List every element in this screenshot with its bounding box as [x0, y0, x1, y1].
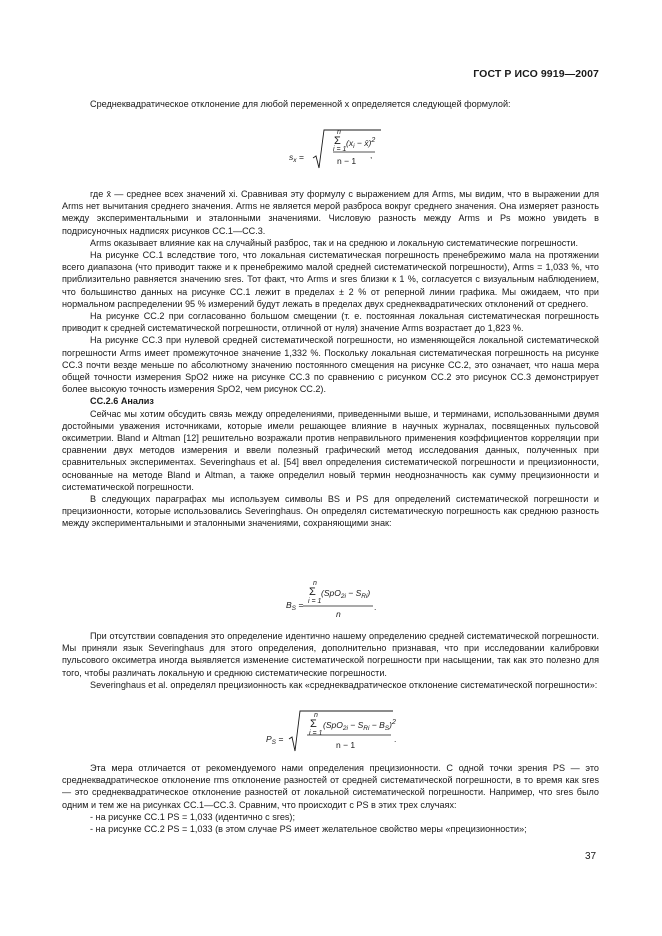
formula2-period: . — [374, 602, 377, 612]
formula3-denominator: n − 1 — [336, 740, 356, 750]
para-sev: Severinghaus et al. определял прецизионность как «среднеквадратическое отклонение систематической погрешности»: — [90, 679, 598, 690]
standard-header: ГОСТ Р ИСО 9919—2007 — [473, 68, 599, 80]
formula3-term: $(SpO_{2i} - S_{Ri} - B_S)^2$ — [323, 719, 396, 732]
body-block-2 — [62, 630, 599, 691]
para-where: где x̄ — среднее всех значений xi. Сравнивая эту формулу с выражением для Arms, мы видим, что в выражении для Arms нет вычитания среднего значения. Arms не является мерой разброса вокруг среднего значения. Она измеряет разность между экспериментальными и эталонными значениями. Числовую разность между Arms и Ps можно увидеть в подрисуночных надписях рисунков СС.1—СС.3. — [62, 189, 599, 236]
list-item-cc1: - на рисунке СС.1 PS = 1,033 (идентично с sres); — [90, 811, 295, 822]
formula1-denominator: n − 1 — [337, 156, 357, 166]
para-cc2: На рисунке СС.2 при согласованно большом смещении (т. е. постоянная локальная систематическая погрешность приводит к средней систематической погрешности, отличной от нуля) значение Arms возрастает до 1,823 %. — [62, 311, 599, 334]
formula1-radical — [313, 128, 383, 174]
formula2-term: $(SpO_{2i} - S_{Ri})$ — [321, 588, 371, 600]
formula3-period: . — [394, 734, 397, 744]
para-analysis: Сейчас мы хотим обсудить связь между определениями, приведенными выше, и терминами, использованными двумя достойными уважения источниками, которые имели решающее влияние в научных журналах, посвященных пульсовой оксиметрии. Bland и Altman [12] решительно возражали против неправильного применения коэффициентов корреляции при сравнении двух методов измерения и ввели полезный графический метод исследования данных, полученных при сравнительных экспериментах. Severinghaus et al. [54] ввел определения систематической погрешности и прецизионности, основанные на методе Bland и Altman, а также определил новый термин неоднозначность как сумму прецизионности и систематической погрешности. — [62, 408, 599, 492]
formula2-sigma: Σ — [309, 586, 316, 598]
list-item-cc2: - на рисунке СС.2 PS = 1,033 (в этом случае PS имеет желательное свойство меры «прецизионности»; — [90, 824, 527, 835]
formula2-denominator: n — [336, 609, 341, 619]
formula2-fraction-line — [303, 605, 383, 609]
para-arms: Arms оказывает влияние как на случайный разброс, так и на среднюю и локальную систематические погрешности. — [90, 237, 579, 248]
formula1-sum-top: n — [337, 129, 341, 136]
formula3-lhs: $P_S$ = — [266, 734, 284, 746]
para-cc1: На рисунке СС.1 вследствие того, что локальная систематическая погрешность пренебрежимо мала на протяжении всего диапазона (что приводит также и к пренебрежимо малой средней систематической погрешности), Arms = 1,033 %, что приблизительно равняется значению sres. Тот факт, что Arms и sres близки к 1 %, согласуется с визуальным наблюдением, что большинство данных на рисунке СС.1 лежит в пределах ± 2 % от реперной линии графика. Мы ожидаем, что при нормальном распределении 95 % измерений будут лежать в пределах двух среднеквадратических отклонений от среднего. — [62, 250, 599, 309]
intro-paragraph — [62, 98, 599, 110]
body-block-1 — [62, 188, 599, 530]
section-heading: СС.2.6 Анализ — [90, 396, 154, 407]
formula1-sigma: Σ — [334, 135, 341, 147]
body-block-3 — [62, 762, 599, 835]
formula3-sigma: Σ — [310, 718, 317, 730]
page-number: 37 — [585, 851, 597, 862]
formula3-sum-top: n — [314, 712, 318, 719]
para-absent: При отсутствии совпадения это определение идентично нашему определению средней систематической погрешности. Мы приняли язык Severinghaus для этого определения, дополнительно признавая, что при исследовании калибровки пульсового оксиметра иногда выявляется изменение систематической погрешности при насыщении, так как это полезно для того, чтобы различать локальную и среднюю систематические погрешности. — [62, 631, 599, 678]
formula3-sum-bottom: i = 1 — [309, 730, 323, 737]
formula2-sum-top: n — [313, 580, 317, 587]
formula2-sum-bottom: i = 1 — [308, 598, 322, 605]
para-measure: Эта мера отличается от рекомендуемого нами определения прецизионности. С одной точки зрения PS — это среднеквадратическое отклонение rms отклонение разностей от средней систематической погрешности, в то время как sres — это среднеквадратическое отклонение разностей от локальной систематической погрешности. Например, что sres было одним и тем же на рисунках СС.1—СС.3. Сравним, что происходит с PS в этих трех случаях: — [62, 763, 599, 810]
intro-text: Среднеквадратическое отклонение для любой переменной x определяется следующей формулой: — [90, 99, 511, 109]
formula1-sum-bottom: i = 1 — [333, 146, 347, 153]
para-next: В следующих параграфах мы используем символы BS и PS для определений систематической погрешности и прецизионности, которые использовались Severinghaus. Он определял систематическую погрешность как среднюю разность между экспериментальными и эталонными значениями, сохраняющими знак: — [62, 494, 599, 529]
formula2-lhs: $B_S$ = — [286, 600, 304, 612]
formula1-comma: , — [370, 150, 373, 160]
para-cc3: На рисунке СС.3 при нулевой средней систематической погрешности, но изменяющейся локальной систематической погрешности Arms имеет промежуточное значение 1,332 %. Поскольку локальная систематическая погрешность на рисунке СС.3 почти везде меньше по абсолютному значению постоянного смещения на рисунке СС.2, это означает, что наша мера общей точности измерения SpO2 ниже на рисунке СС.3 по сравнению с рисунком СС.2 это рисунок СС.3 демонстрирует более высокую точность измерения SpO2, чем рисунок СС.2). — [62, 335, 599, 395]
formula1-lhs: $s_x$ = — [289, 152, 304, 164]
formula1-term: ($x_i$ − x̄)$^2$ — [346, 137, 376, 150]
